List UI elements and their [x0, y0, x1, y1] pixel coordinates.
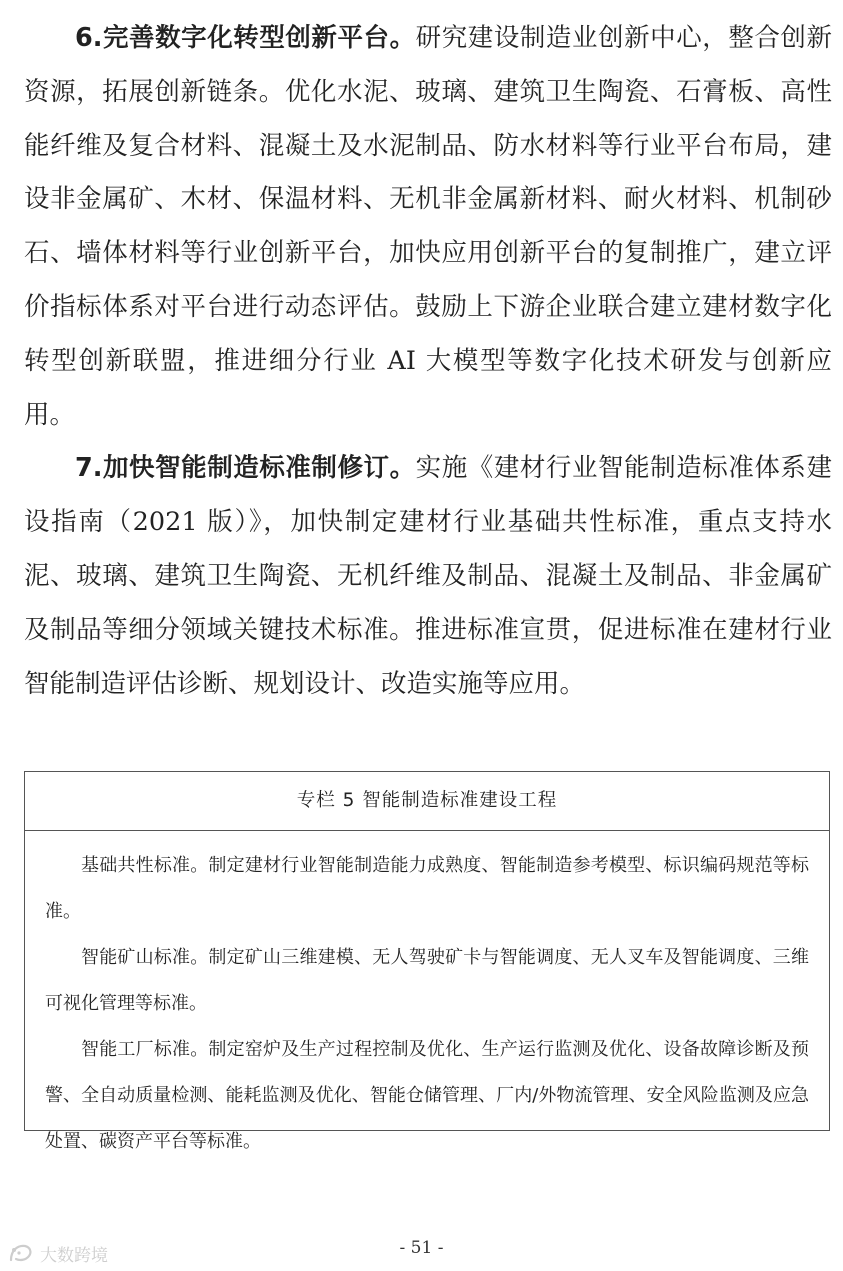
paragraph-6-heading: 6.完善数字化转型创新平台。	[75, 23, 416, 53]
box-item-basic-standards: 基础共性标准。制定建材行业智能制造能力成熟度、智能制造参考模型、标识编码规范等标准。	[45, 855, 809, 922]
paragraph-6-text: 研究建设制造业创新中心，整合创新资源，拓展创新链条。优化水泥、玻璃、建筑卫生陶瓷、石膏板、高性能纤维及复合材料、混凝土及水泥制品、防水材料等行业平台布局，建设非金属矿、木材、保温材料、无机非金属新材料、耐火材料、机制砂石、墙体材料等行业创新平台，加快应用创新平台的复制推广，建立评价指标体系对平台进行动态评估。鼓励上下游企业联合建立建材数字化转型创新联盟，推进细分行业 AI 大模型等数字化技术研发与创新应用。	[24, 23, 832, 430]
special-column-box	[24, 771, 830, 1152]
box-item-smart-mine-standards: 智能矿山标准。制定矿山三维建模、无人驾驶矿卡与智能调度、无人叉车及智能调度、三维可视化管理等标准。	[45, 947, 809, 1014]
paragraph-7-heading: 7.加快智能制造标准制修订。	[75, 453, 416, 484]
special-column-body	[25, 831, 829, 1165]
document-page	[24, 12, 832, 711]
box-item-smart-factory-standards: 智能工厂标准。制定窑炉及生产过程控制及优化、生产运行监测及优化、设备故障诊断及预警、全自动质量检测、能耗监测及优化、智能仓储管理、厂内/外物流管理、安全风险监测及应急处置、碳资产平台等标准。	[45, 1039, 809, 1152]
watermark-text: 大数跨境	[40, 1245, 108, 1266]
paragraph-7-text: 实施《建材行业智能制造标准体系建设指南（2021 版）》，加快制定建材行业基础共性标准，重点支持水泥、玻璃、建筑卫生陶瓷、无机纤维及制品、混凝土及制品、非金属矿及制品等细分领域关键技术标准。推进标准宣贯，促进标准在建材行业智能制造评估诊断、规划设计、改造实施等应用。	[24, 453, 832, 699]
watermark	[8, 1240, 108, 1266]
page-number: - 51 -	[399, 1238, 444, 1258]
special-column-title: 专栏 5 智能制造标准建设工程	[25, 772, 829, 831]
paragraph-6	[24, 12, 832, 442]
brand-logo-icon	[8, 1242, 34, 1264]
paragraph-7	[24, 442, 832, 711]
